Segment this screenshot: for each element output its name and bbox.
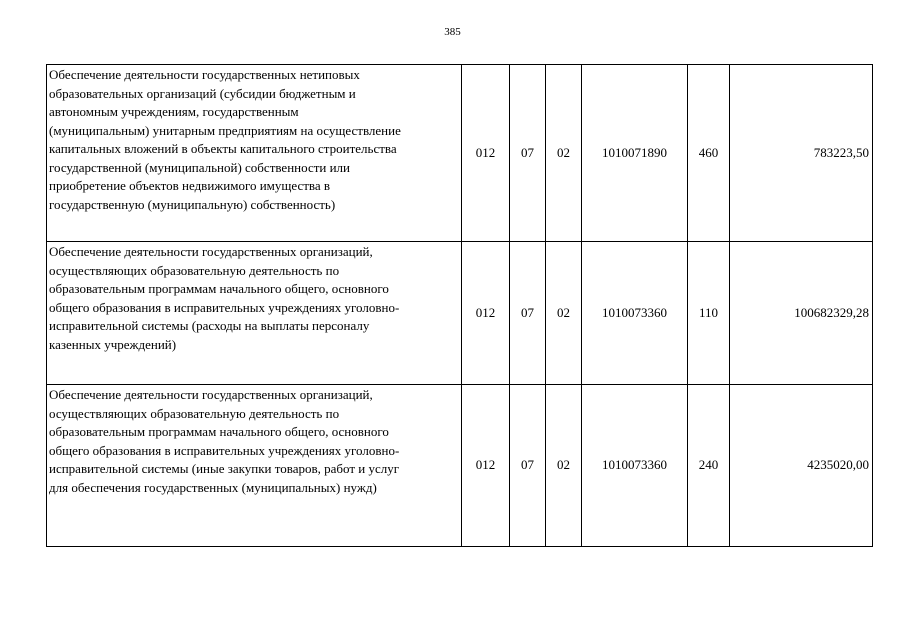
- description-line: общего образования в исправительных учреждениях уголовно-: [49, 299, 400, 315]
- ministry-code: 012: [462, 385, 510, 547]
- expense-type-code: 110: [688, 242, 730, 385]
- table-row: [47, 385, 873, 547]
- row-description: [47, 385, 462, 547]
- row-description: [47, 65, 462, 242]
- description-line: образовательным программам начального общего, основного: [49, 281, 389, 296]
- target-article-code: 1010073360: [582, 242, 688, 385]
- amount: 4235020,00: [730, 385, 873, 547]
- section-code: 07: [510, 242, 546, 385]
- description-line: капитальных вложений в объекты капитального строительства: [49, 141, 397, 156]
- subsection-code: 02: [546, 385, 582, 547]
- target-article-code: 1010071890: [582, 65, 688, 242]
- description-line: образовательных организаций (субсидии бюджетным и: [49, 85, 356, 101]
- description-line: для обеспечения государственных (муниципальных) нужд): [49, 479, 377, 495]
- row-description: [47, 242, 462, 385]
- ministry-code: 012: [462, 65, 510, 242]
- description-line: Обеспечение деятельности государственных организаций,: [49, 387, 373, 402]
- description-line: автономным учреждениям, государственным: [49, 104, 299, 119]
- section-code: 07: [510, 65, 546, 242]
- description-line: государственной (муниципальной) собственности или: [49, 159, 350, 175]
- budget-table: [46, 64, 873, 547]
- target-article-code: 1010073360: [582, 385, 688, 547]
- ministry-code: 012: [462, 242, 510, 385]
- description-line: исправительной системы (расходы на выплаты персоналу: [49, 318, 370, 333]
- description-line: Обеспечение деятельности государственных организаций,: [49, 244, 373, 259]
- expense-type-code: 240: [688, 385, 730, 547]
- amount: 783223,50: [730, 65, 873, 242]
- description-line: исправительной системы (иные закупки товаров, работ и услуг: [49, 461, 400, 476]
- description-line: приобретение объектов недвижимого имущества в: [49, 178, 331, 193]
- expense-type-code: 460: [688, 65, 730, 242]
- table-row: [47, 242, 873, 385]
- amount: 100682329,28: [730, 242, 873, 385]
- description-line: осуществляющих образовательную деятельность по: [49, 262, 340, 278]
- description-line: образовательным программам начального общего, основного: [49, 424, 389, 439]
- description-line: Обеспечение деятельности государственных нетиповых: [49, 67, 360, 82]
- subsection-code: 02: [546, 65, 582, 242]
- description-line: казенных учреждений): [49, 336, 177, 352]
- description-line: осуществляющих образовательную деятельность по: [49, 405, 340, 421]
- description-line: общего образования в исправительных учреждениях уголовно-: [49, 442, 400, 458]
- page-number: 385: [444, 26, 461, 38]
- description-line: (муниципальным) унитарным предприятиям на осуществление: [49, 122, 401, 138]
- table-row: [47, 65, 873, 242]
- description-line: государственную (муниципальную) собственность): [49, 196, 336, 212]
- section-code: 07: [510, 385, 546, 547]
- subsection-code: 02: [546, 242, 582, 385]
